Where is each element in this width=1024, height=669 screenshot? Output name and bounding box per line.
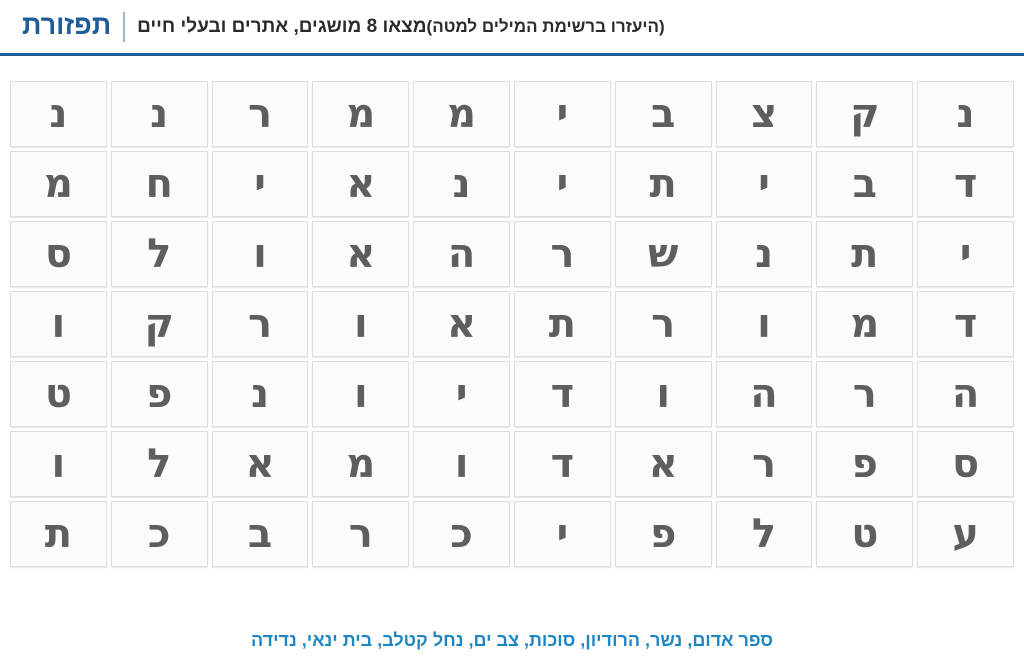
letter-cell[interactable] [111, 501, 208, 567]
letter-cell-text: נ [150, 91, 169, 137]
letter-cell-text: ר [247, 301, 273, 347]
letter-cell-text: ה [750, 371, 778, 417]
letter-cell[interactable] [312, 291, 409, 357]
header-divider [123, 12, 125, 42]
letter-cell[interactable] [716, 501, 813, 567]
letter-cell[interactable] [212, 81, 309, 147]
letter-cell-text: ו [757, 301, 771, 347]
letter-cell-text: י [758, 161, 770, 207]
letter-cell-text: ש [648, 231, 679, 277]
letter-cell-text: ו [353, 371, 368, 417]
letter-cell-text: ק [144, 301, 174, 347]
letter-cell[interactable] [716, 221, 813, 287]
letter-cell-text: י [959, 231, 972, 277]
letter-cell-text: י [455, 371, 468, 417]
letter-cell[interactable] [212, 221, 309, 287]
letter-cell[interactable] [615, 361, 712, 427]
page-header [0, 0, 1024, 56]
letter-cell-text: ס [44, 231, 72, 277]
letter-cell-text: ו [253, 231, 267, 277]
letter-cell-text: א [447, 301, 477, 347]
word-list: ספר אדום, נשר, הרודיון, סוכות, צב ים, נחל קטלב, בית ינאי, נדידה [251, 630, 773, 650]
letter-cell[interactable] [615, 151, 712, 217]
letter-cell[interactable] [514, 81, 611, 147]
letter-cell[interactable] [312, 501, 409, 567]
letter-cell[interactable] [413, 291, 510, 357]
letter-cell-text: ל [751, 511, 777, 557]
letter-cell[interactable] [10, 501, 107, 567]
letter-cell-text: ט [851, 511, 879, 557]
letter-cell-text: מ [850, 301, 880, 347]
letter-cell-text: ד [953, 301, 978, 347]
letter-cell-text: מ [346, 91, 376, 137]
letter-cell-text: נ [452, 161, 471, 207]
letter-cell-text: פ [650, 511, 677, 557]
letter-cell-text: ר [247, 91, 273, 137]
letter-cell[interactable] [615, 221, 712, 287]
letter-cell-text: ח [145, 161, 173, 207]
letter-cell-text: ד [550, 441, 575, 487]
letter-cell-text: ת [548, 301, 577, 347]
letter-cell-text: ד [953, 161, 978, 207]
letter-cell-text: פ [851, 441, 878, 487]
letter-cell[interactable] [212, 501, 309, 567]
letter-cell-text: כ [450, 511, 473, 557]
letter-cell[interactable] [514, 221, 611, 287]
letter-cell[interactable] [615, 81, 712, 147]
letter-cell-text: ו [51, 301, 66, 347]
letter-cell-text: א [346, 161, 376, 207]
letter-cell[interactable] [917, 81, 1014, 147]
page-title: תפזורת [22, 10, 112, 40]
letter-cell[interactable] [816, 431, 913, 497]
letter-cell[interactable] [917, 501, 1014, 567]
letter-cell-text: נ [49, 91, 68, 137]
letter-cell-text: ב [852, 161, 878, 207]
letter-cell[interactable] [111, 291, 208, 357]
letter-cell[interactable] [716, 431, 813, 497]
letter-cell[interactable] [716, 151, 813, 217]
letter-cell-text: י [556, 161, 569, 207]
letter-cell-text: ה [951, 371, 980, 417]
letter-cell-text: ע [952, 511, 979, 557]
letter-cell-text: ו [454, 441, 469, 487]
letter-cell-text: י [254, 161, 266, 207]
letter-cell[interactable] [615, 431, 712, 497]
letter-cell[interactable] [212, 431, 309, 497]
letter-cell-text: ר [348, 511, 373, 557]
letter-grid[interactable] [10, 81, 1014, 567]
letter-cell[interactable] [917, 431, 1014, 497]
letter-cell[interactable] [917, 291, 1014, 357]
letter-cell-text: ר [550, 231, 575, 277]
letter-cell-text: ר [651, 301, 676, 347]
header-note: (היעזרו ברשימת המילים למטה) [426, 17, 665, 36]
letter-cell-text: ו [656, 371, 671, 417]
letter-cell[interactable] [816, 501, 913, 567]
letter-cell-text: ר [852, 371, 877, 417]
letter-cell[interactable] [10, 221, 107, 287]
letter-cell[interactable] [212, 361, 309, 427]
letter-cell[interactable] [413, 81, 510, 147]
letter-cell[interactable] [514, 151, 611, 217]
letter-cell-text: צ [750, 91, 778, 137]
letter-cell[interactable] [514, 291, 611, 357]
letter-cell[interactable] [716, 81, 813, 147]
word-search-area [0, 56, 1024, 567]
letter-cell[interactable] [312, 221, 409, 287]
letter-cell-text: י [556, 91, 569, 137]
letter-cell-text: נ [754, 231, 774, 277]
letter-cell[interactable] [10, 361, 107, 427]
letter-cell[interactable] [615, 291, 712, 357]
letter-cell[interactable] [816, 81, 913, 147]
letter-cell[interactable] [111, 221, 208, 287]
letter-cell[interactable] [716, 361, 813, 427]
letter-cell[interactable] [10, 431, 107, 497]
letter-cell[interactable] [212, 291, 309, 357]
letter-cell-text: ק [850, 91, 880, 137]
letter-cell-text: א [648, 441, 678, 487]
letter-cell[interactable] [312, 431, 409, 497]
letter-cell[interactable] [615, 501, 712, 567]
letter-cell[interactable] [816, 361, 913, 427]
letter-cell-text: ו [51, 441, 66, 487]
letter-cell[interactable] [312, 81, 409, 147]
letter-cell-text: ת [851, 231, 879, 277]
letter-cell[interactable] [312, 151, 409, 217]
letter-cell-text: נ [250, 371, 270, 417]
letter-cell-text: ר [751, 441, 777, 487]
letter-cell-text: נ [956, 91, 975, 137]
letter-cell[interactable] [413, 431, 510, 497]
letter-cell-text: ה [447, 231, 476, 277]
letter-cell[interactable] [10, 291, 107, 357]
letter-cell[interactable] [716, 291, 813, 357]
letter-cell-text: כ [147, 511, 171, 557]
letter-cell-text: ב [247, 511, 273, 557]
letter-cell[interactable] [816, 151, 913, 217]
letter-cell-text: מ [447, 91, 477, 137]
letter-cell-text: ל [147, 441, 172, 487]
letter-cell-text: ד [550, 371, 575, 417]
letter-cell-text: ת [44, 511, 73, 557]
letter-cell[interactable] [111, 361, 208, 427]
letter-cell[interactable] [10, 81, 107, 147]
letter-cell-text: פ [146, 371, 173, 417]
letter-cell-text: ו [353, 301, 368, 347]
letter-cell-text: ט [44, 371, 72, 417]
letter-cell-text: ס [952, 441, 980, 487]
letter-cell[interactable] [514, 361, 611, 427]
letter-cell[interactable] [10, 151, 107, 217]
letter-cell-text: א [245, 441, 275, 487]
letter-cell[interactable] [413, 151, 510, 217]
letter-cell[interactable] [212, 151, 309, 217]
letter-cell[interactable] [413, 221, 510, 287]
letter-cell[interactable] [111, 81, 208, 147]
letter-cell[interactable] [917, 221, 1014, 287]
letter-cell[interactable] [917, 361, 1014, 427]
letter-cell-text: מ [346, 441, 376, 487]
letter-cell[interactable] [312, 361, 409, 427]
letter-cell[interactable] [111, 151, 208, 217]
letter-cell-text: ת [649, 161, 677, 207]
letter-cell[interactable] [917, 151, 1014, 217]
letter-cell[interactable] [413, 501, 510, 567]
letter-cell[interactable] [514, 501, 611, 567]
letter-cell-text: ב [651, 91, 676, 137]
letter-cell-text: י [556, 511, 569, 557]
letter-cell-text: ל [147, 231, 172, 277]
letter-cell-text: מ [43, 161, 73, 207]
letter-cell[interactable] [413, 361, 510, 427]
header-instruction: מצאו 8 מושגים, אתרים ובעלי חיים [137, 16, 427, 37]
letter-cell[interactable] [111, 431, 208, 497]
letter-cell[interactable] [816, 291, 913, 357]
letter-cell[interactable] [514, 431, 611, 497]
letter-cell[interactable] [816, 221, 913, 287]
letter-cell-text: א [346, 231, 376, 277]
